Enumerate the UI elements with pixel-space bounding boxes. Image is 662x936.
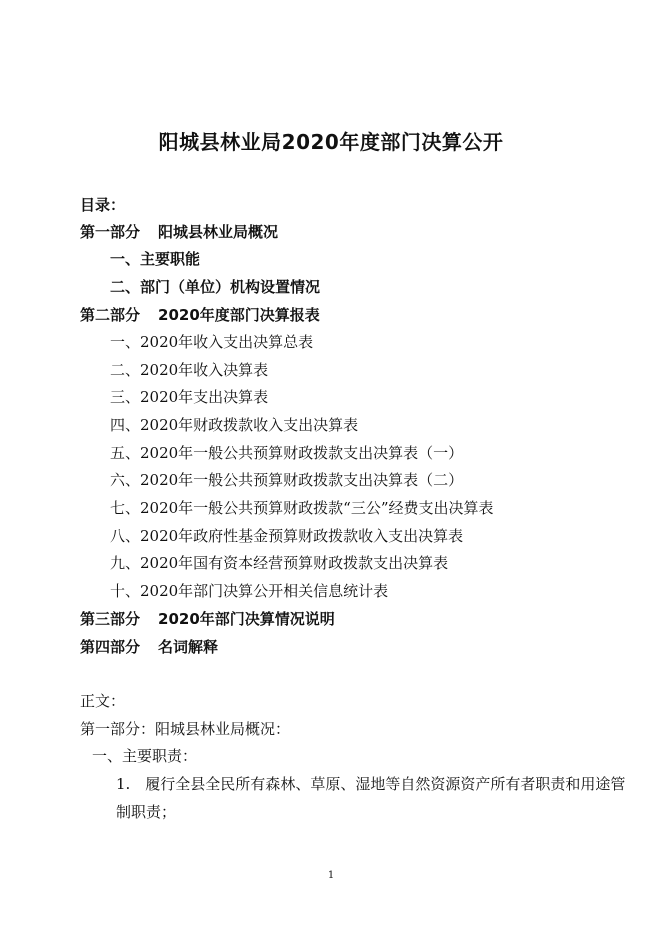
- toc-part4-label: 第四部分: [80, 638, 141, 656]
- body-heading: 正文：: [80, 692, 126, 710]
- document-title: 阳城县林业局2020年度部门决算公开: [158, 130, 504, 154]
- toc-item: 七、2020年一般公共预算财政拨款“三公”经费支出决算表: [110, 499, 494, 517]
- toc-part4: [80, 637, 218, 657]
- toc-item: 一、2020年收入支出决算总表: [110, 333, 314, 351]
- toc-item: 三、2020年支出决算表: [110, 388, 269, 406]
- toc-item: 五、2020年一般公共预算财政拨款支出决算表（一）: [110, 444, 464, 462]
- toc-item: 九、2020年国有资本经营预算财政拨款支出决算表: [110, 554, 449, 572]
- toc-item: 一、主要职能: [110, 250, 201, 268]
- toc-item: 六、2020年一般公共预算财政拨款支出决算表（二）: [110, 471, 464, 489]
- toc-item: 十、2020年部门决算公开相关信息统计表: [110, 582, 389, 600]
- toc-item: 二、2020年收入决算表: [110, 361, 269, 379]
- toc-part1-title: 阳城县林业局概况: [158, 223, 279, 241]
- toc-part3-title: 2020年部门决算情况说明: [158, 610, 335, 628]
- toc-part2: [80, 305, 320, 325]
- toc-heading: 目录：: [80, 196, 126, 214]
- toc-part2-title: 2020年度部门决算报表: [158, 306, 320, 324]
- page-number: 1: [327, 870, 335, 881]
- toc-part3: [80, 609, 335, 629]
- body-section1-heading: 一、主要职责：: [92, 747, 198, 765]
- body-part1-heading: 第一部分：阳城县林业局概况：: [80, 720, 291, 738]
- toc-part2-label: 第二部分: [80, 306, 141, 324]
- toc-part3-label: 第三部分: [80, 610, 141, 628]
- toc-part1-label: 第一部分: [80, 223, 141, 241]
- toc-item: 四、2020年财政拨款收入支出决算表: [110, 416, 359, 434]
- toc-item: 二、部门（单位）机构设置情况: [110, 278, 321, 296]
- toc-part1: [80, 222, 278, 242]
- body-paragraph: 1. 履行全县全民所有森林、草原、湿地等自然资源资产所有者职责和用途管制职责；: [116, 775, 626, 821]
- toc-part4-title: 名词解释: [158, 638, 219, 656]
- toc-item: 八、2020年政府性基金预算财政拨款收入支出决算表: [110, 527, 464, 545]
